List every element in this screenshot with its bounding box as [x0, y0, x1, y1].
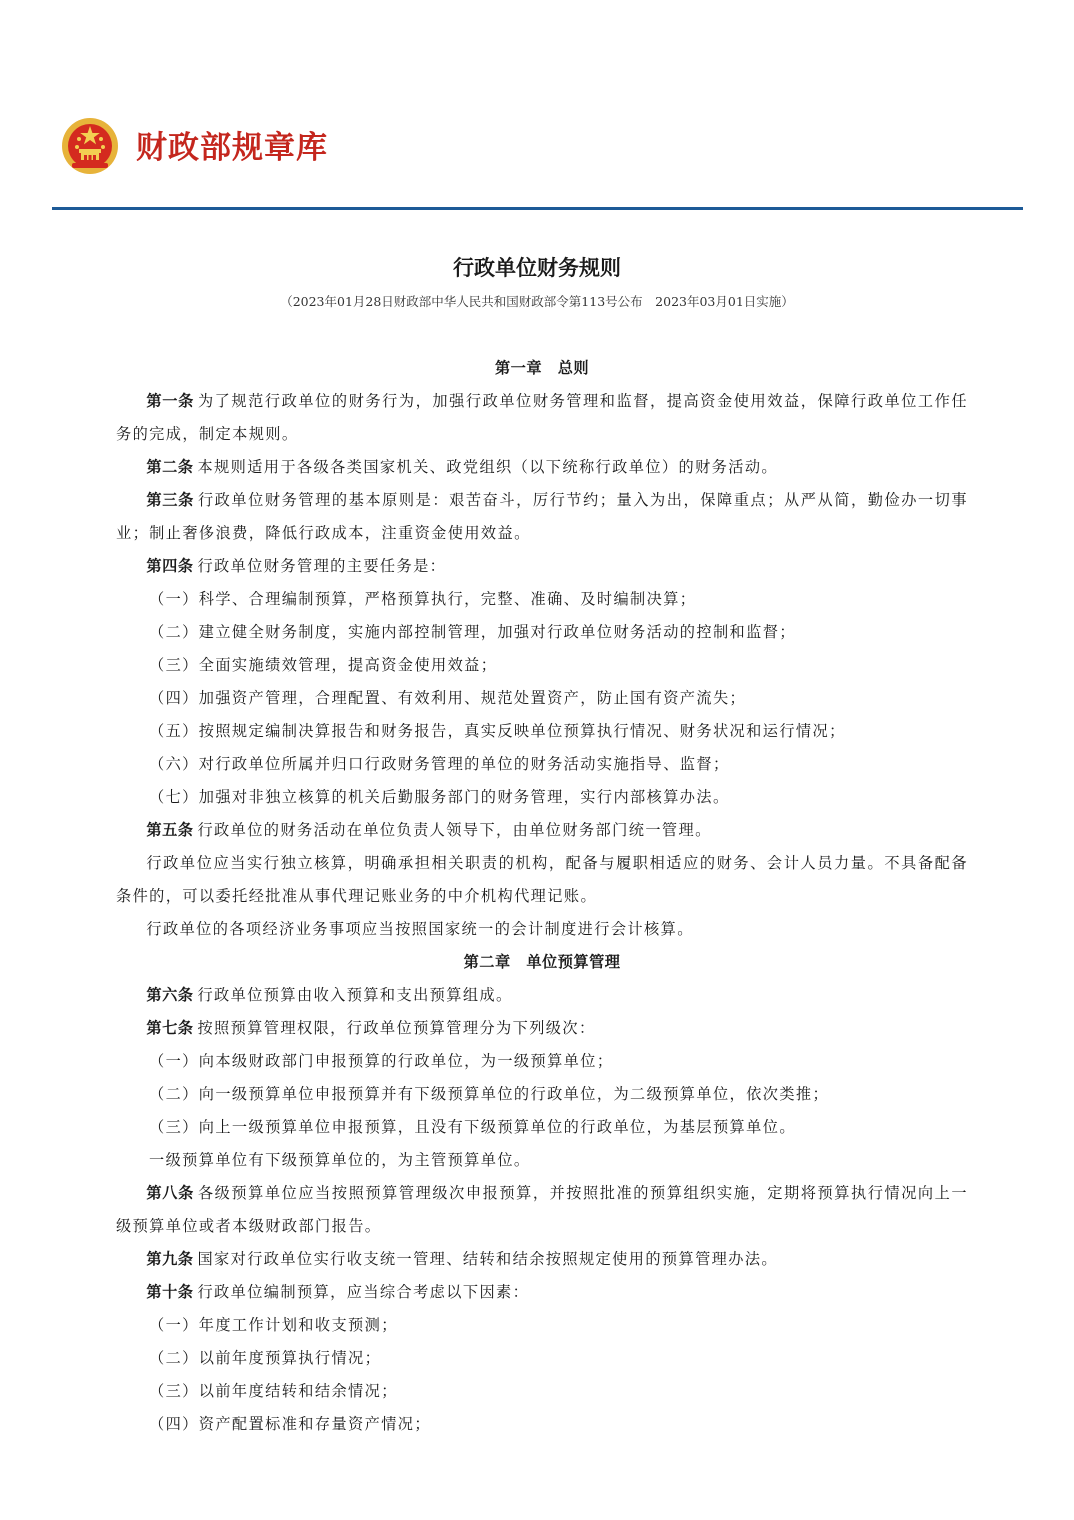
list-item: （一）年度工作计划和收支预测；	[149, 1316, 398, 1334]
article-label: 第四条	[146, 557, 194, 575]
article-label: 第七条	[146, 1019, 194, 1037]
list-item: （三）向上一级预算单位申报预算，且没有下级预算单位的行政单位，为基层预算单位。	[149, 1118, 796, 1136]
list-item: （二）建立健全财务制度，实施内部控制管理，加强对行政单位财务活动的控制和监督；	[149, 623, 796, 641]
list-item: （七）加强对非独立核算的机关后勤服务部门的财务管理，实行内部核算办法。	[149, 788, 730, 806]
list-item: （一）科学、合理编制预算，严格预算执行，完整、准确、及时编制决算；	[149, 590, 697, 608]
article-5	[116, 814, 968, 847]
article-text: 为了规范行政单位的财务行为，加强行政单位财务管理和监督，提高资金使用效益，保障行政单位工作任务的完成，制定本规则。	[116, 392, 969, 443]
article-text: 各级预算单位应当按照预算管理级次申报预算，并按照批准的预算组织实施，定期将预算执行情况向上一级预算单位或者本级财政部门报告。	[116, 1184, 969, 1235]
chapter-heading: 第二章 单位预算管理	[463, 953, 621, 971]
article-label: 第六条	[146, 986, 194, 1004]
article-text: 按照预算管理权限，行政单位预算管理分为下列级次：	[197, 1019, 596, 1037]
list-item: （三）全面实施绩效管理，提高资金使用效益；	[149, 656, 498, 674]
article-label: 第八条	[146, 1184, 194, 1202]
article-label: 第十条	[146, 1283, 194, 1301]
document-subtitle: （2023年01月28日财政部中华人民共和国财政部令第113号公布 2023年03月01日实施）	[280, 294, 794, 309]
list-item: （三）以前年度结转和结余情况；	[149, 1382, 398, 1400]
list-item: （二）向一级预算单位申报预算并有下级预算单位的行政单位，为二级预算单位，依次类推；	[149, 1085, 830, 1103]
article-text: 行政单位财务管理的主要任务是：	[197, 557, 447, 575]
list-item: （四）资产配置标准和存量资产情况；	[149, 1415, 431, 1433]
article-text: 行政单位财务管理的基本原则是：艰苦奋斗，厉行节约；量入为出，保障重点；从严从简，勤俭办一切事业；制止奢侈浪费，降低行政成本，注重资金使用效益。	[116, 491, 969, 542]
article-text: 行政单位编制预算，应当综合考虑以下因素：	[197, 1283, 530, 1301]
article-label: 第三条	[146, 491, 194, 509]
article-9	[116, 1243, 968, 1276]
list-item: （一）向本级财政部门申报预算的行政单位，为一级预算单位；	[149, 1052, 614, 1070]
national-emblem-icon	[60, 116, 120, 176]
header-divider	[52, 207, 1023, 210]
document-title: 行政单位财务规则	[453, 255, 621, 280]
article-8	[116, 1177, 968, 1243]
list-item: （二）以前年度预算执行情况；	[149, 1349, 382, 1367]
article-3	[116, 484, 968, 550]
article-label: 第九条	[146, 1250, 194, 1268]
list-item: （四）加强资产管理，合理配置、有效利用、规范处置资产，防止国有资产流失；	[149, 689, 747, 707]
article-6	[116, 979, 968, 1012]
site-title: 财政部规章库	[136, 130, 328, 166]
article-label: 第二条	[146, 458, 194, 476]
site-header	[60, 116, 460, 180]
chapter-heading: 第一章 总则	[494, 359, 590, 377]
article-text: 本规则适用于各级各类国家机关、政党组织（以下统称行政单位）的财务活动。	[197, 458, 779, 476]
list-item: （六）对行政单位所属并归口行政财务管理的单位的财务活动实施指导、监督；	[149, 755, 730, 773]
article-4	[116, 550, 968, 583]
article-text: 行政单位预算由收入预算和支出预算组成。	[197, 986, 513, 1004]
list-item: （五）按照规定编制决算报告和财务报告，真实反映单位预算执行情况、财务状况和运行情况；	[149, 722, 846, 740]
article-10	[116, 1276, 968, 1309]
article-label: 第一条	[146, 392, 194, 410]
article-text: 行政单位的财务活动在单位负责人领导下，由单位财务部门统一管理。	[197, 821, 712, 839]
article-7	[116, 1012, 968, 1045]
paragraph: 行政单位的各项经济业务事项应当按照国家统一的会计制度进行会计核算。	[146, 920, 694, 938]
article-2	[116, 451, 968, 484]
paragraph: 一级预算单位有下级预算单位的，为主管预算单位。	[149, 1151, 531, 1169]
article-label: 第五条	[146, 821, 194, 839]
document-body	[116, 352, 968, 1441]
article-1	[116, 385, 968, 451]
paragraph: 行政单位应当实行独立核算，明确承担相关职责的机构，配备与履职相适应的财务、会计人员力量。不具备配备条件的，可以委托经批准从事代理记账业务的中介机构代理记账。	[116, 854, 968, 905]
article-text: 国家对行政单位实行收支统一管理、结转和结余按照规定使用的预算管理办法。	[197, 1250, 779, 1268]
